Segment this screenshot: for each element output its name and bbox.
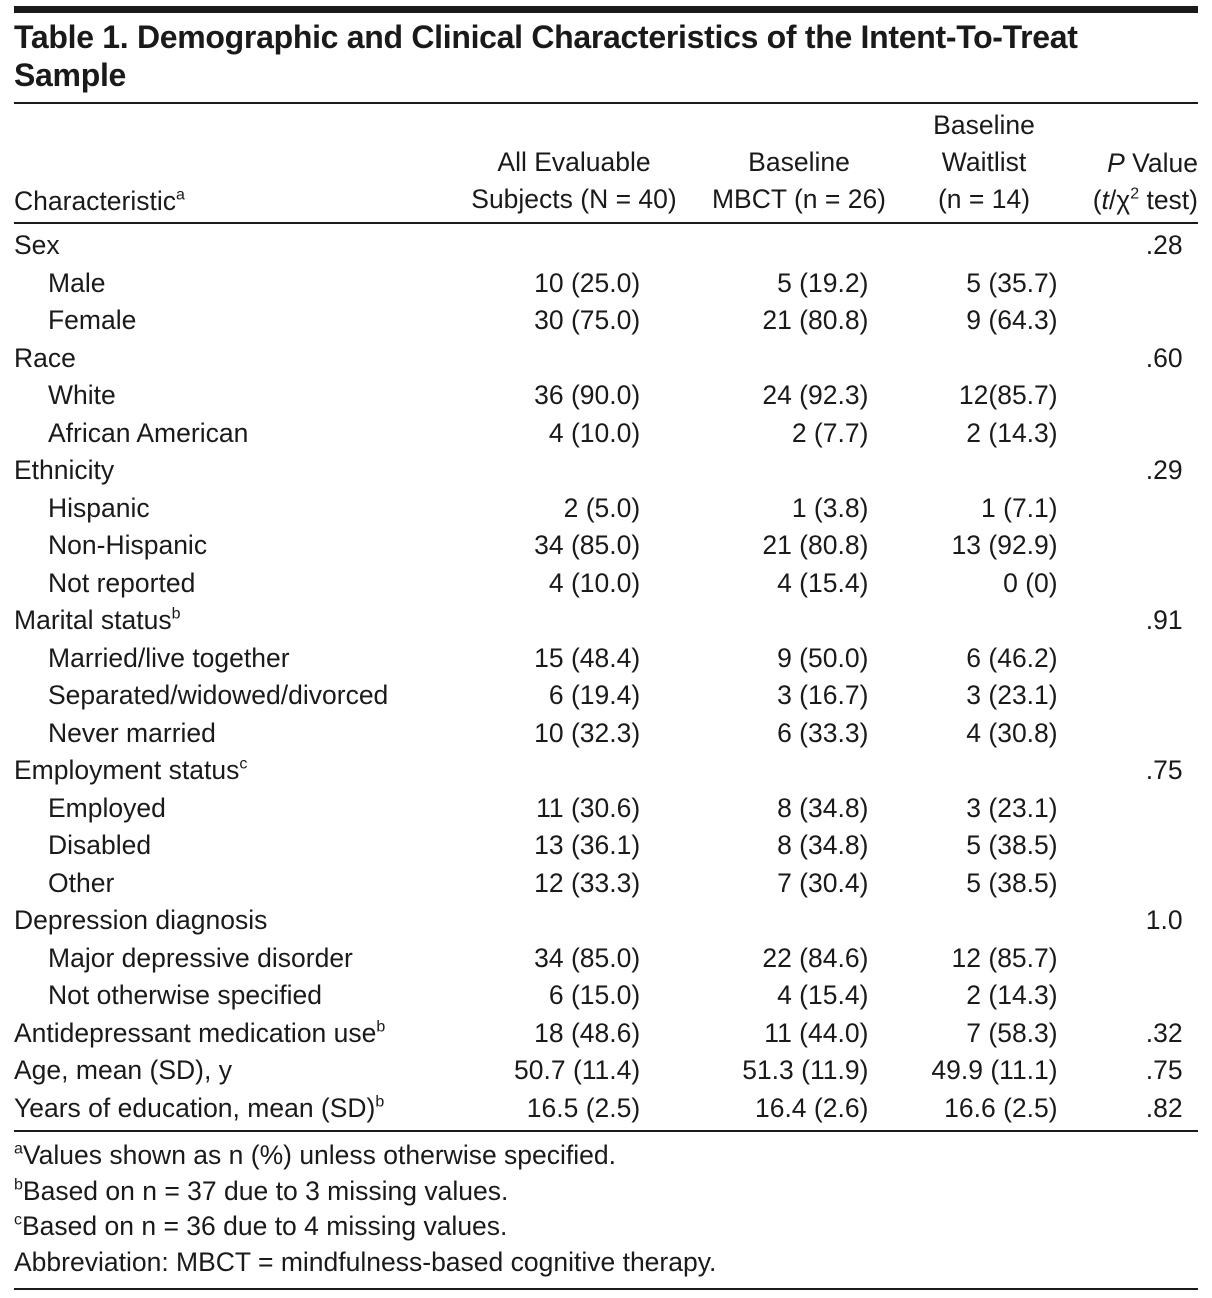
row-label-text: Not otherwise specified	[48, 980, 322, 1011]
column-gap	[1058, 790, 1133, 828]
cell-mbct: 8 (34.8)	[777, 792, 869, 823]
header-wait-line2: Waitlist	[941, 147, 1027, 177]
header-all-line1: All Evaluable	[497, 147, 651, 177]
table-row	[14, 340, 1183, 378]
row-label-text: Antidepressant medication use	[14, 1017, 377, 1048]
header-mbct-line1: Baseline	[748, 147, 850, 177]
row-label-text: Female	[48, 305, 137, 336]
cell-mbct: 11 (44.0)	[764, 1017, 869, 1048]
row-label	[14, 715, 514, 753]
cell-waitlist: 3 (23.1)	[966, 792, 1058, 823]
cell-waitlist: 3 (23.1)	[966, 680, 1058, 711]
column-gap	[1058, 340, 1133, 378]
row-label	[14, 527, 514, 565]
column-gap	[1058, 527, 1133, 565]
table-row	[14, 452, 1183, 490]
row-label-text: Not reported	[48, 567, 196, 598]
column-gap	[1058, 452, 1133, 490]
column-gap	[868, 302, 931, 340]
header-wait-line1: Baseline	[933, 110, 1035, 140]
column-gap	[1058, 602, 1133, 640]
column-gap	[640, 265, 742, 303]
column-gap	[868, 865, 931, 903]
cell-all-subjects: 12 (33.3)	[534, 867, 641, 898]
column-gap	[640, 452, 742, 490]
cell-mbct: 9 (50.0)	[777, 642, 869, 673]
top-rule	[14, 6, 1198, 13]
column-gap	[640, 602, 742, 640]
cell-waitlist	[931, 752, 1057, 790]
cell-waitlist: 16.6 (2.5)	[944, 1092, 1058, 1123]
cell-waitlist	[931, 602, 1057, 640]
row-label-text: Major depressive disorder	[48, 942, 353, 973]
column-gap	[640, 677, 742, 715]
title-divider	[14, 102, 1198, 104]
table-row	[14, 977, 1183, 1015]
table-row	[14, 902, 1183, 940]
cell-p-value	[1133, 940, 1183, 978]
cell-p-value	[1133, 415, 1183, 453]
row-label-text: African American	[48, 417, 249, 448]
header-pvalue-line1: P Value	[1107, 148, 1198, 178]
row-label-text: Non-Hispanic	[48, 530, 208, 561]
column-gap	[640, 827, 742, 865]
column-gap	[1058, 827, 1133, 865]
row-label-footnote-marker: b	[171, 605, 181, 623]
cell-mbct: 21 (80.8)	[762, 305, 869, 336]
row-label	[14, 227, 514, 265]
cell-all-subjects: 10 (32.3)	[534, 717, 641, 748]
cell-all-subjects	[514, 227, 640, 265]
cell-waitlist	[931, 227, 1057, 265]
cell-mbct: 3 (16.7)	[777, 680, 869, 711]
table-bottom-rule	[14, 1130, 1198, 1132]
column-gap	[640, 752, 742, 790]
cell-mbct: 2 (7.7)	[791, 417, 869, 448]
row-label-text: Other	[48, 867, 115, 898]
column-gap	[640, 715, 742, 753]
cell-p-value	[1133, 527, 1183, 565]
column-gap	[1058, 302, 1133, 340]
column-gap	[868, 640, 931, 678]
cell-waitlist: 6 (46.2)	[966, 642, 1058, 673]
cell-mbct: 51.3 (11.9)	[742, 1055, 869, 1086]
cell-all-subjects: 30 (75.0)	[534, 305, 641, 336]
cell-p-value	[1133, 790, 1183, 828]
column-gap	[1058, 377, 1133, 415]
column-gap	[868, 752, 931, 790]
footnote-a: $^a$Values shown as n (%) unless otherwise specified.	[14, 1140, 617, 1170]
row-label-text: Age, mean (SD), y	[14, 1055, 232, 1086]
cell-waitlist: 5 (38.5)	[966, 830, 1058, 861]
row-label	[14, 940, 514, 978]
cell-p-value	[1133, 377, 1183, 415]
cell-p-value	[1133, 265, 1183, 303]
row-label	[14, 677, 514, 715]
column-gap	[868, 977, 931, 1015]
cell-p-value	[1133, 490, 1183, 528]
row-label-text: Years of education, mean (SD)	[14, 1092, 376, 1123]
row-label	[14, 490, 514, 528]
cell-p-value: .28	[1145, 230, 1183, 261]
cell-mbct: 24 (92.3)	[762, 380, 869, 411]
table-body	[14, 227, 1183, 1127]
cell-all-subjects	[514, 340, 640, 378]
cell-p-value: .32	[1145, 1017, 1183, 1048]
column-gap	[1058, 677, 1133, 715]
footnote-b: $^b$Based on n = 37 due to 3 missing values.	[14, 1175, 509, 1206]
header-mbct-line2: MBCT (n = 26)	[711, 184, 887, 214]
column-gap	[868, 415, 931, 453]
cell-all-subjects	[514, 752, 640, 790]
row-label-footnote-marker: b	[376, 1018, 386, 1036]
column-gap	[1058, 640, 1133, 678]
cell-all-subjects: 34 (85.0)	[534, 942, 641, 973]
column-gap	[640, 490, 742, 528]
row-label	[14, 1090, 514, 1128]
column-gap	[1058, 490, 1133, 528]
column-gap	[868, 902, 931, 940]
cell-all-subjects: 4 (10.0)	[548, 567, 641, 598]
cell-p-value	[1133, 827, 1183, 865]
table-row	[14, 1015, 1183, 1053]
column-gap	[640, 340, 742, 378]
cell-p-value	[1133, 977, 1183, 1015]
cell-mbct: 4 (15.4)	[777, 980, 869, 1011]
row-label-footnote-marker: b	[375, 1093, 385, 1111]
bottom-rule	[14, 1288, 1198, 1290]
cell-all-subjects: 16.5 (2.5)	[526, 1092, 641, 1123]
column-gap	[868, 227, 931, 265]
row-label-text: Depression diagnosis	[14, 905, 268, 936]
row-label-footnote-marker: c	[239, 755, 248, 773]
column-gap	[868, 1090, 931, 1128]
cell-waitlist: 12(85.7)	[958, 380, 1058, 411]
row-label-text: Employed	[48, 792, 166, 823]
table-row	[14, 790, 1183, 828]
column-gap	[868, 452, 931, 490]
cell-mbct: 8 (34.8)	[777, 830, 869, 861]
header-wait-line3: (n = 14)	[937, 184, 1031, 214]
row-label-text: Male	[48, 267, 106, 298]
column-gap	[868, 490, 931, 528]
table-row	[14, 490, 1183, 528]
table-title: Table 1. Demographic and Clinical Characteristics of the Intent-To-Treat Sample	[14, 19, 1078, 93]
header-all-line2: Subjects (N = 40)	[471, 184, 677, 214]
row-label-text: Never married	[48, 717, 216, 748]
column-gap	[640, 790, 742, 828]
table-row	[14, 1090, 1183, 1128]
cell-waitlist: 12 (85.7)	[951, 942, 1058, 973]
cell-waitlist: 13 (92.9)	[951, 530, 1058, 561]
cell-all-subjects	[514, 902, 640, 940]
table-row	[14, 940, 1183, 978]
cell-all-subjects: 15 (48.4)	[534, 642, 641, 673]
cell-mbct: 1 (3.8)	[791, 492, 869, 523]
table-row	[14, 677, 1183, 715]
row-label	[14, 640, 514, 678]
column-gap	[1058, 902, 1133, 940]
cell-mbct: 16.4 (2.6)	[754, 1092, 869, 1123]
row-label-text: Separated/widowed/divorced	[48, 680, 389, 711]
header-divider	[14, 222, 1198, 224]
cell-p-value	[1133, 302, 1183, 340]
cell-waitlist: 1 (7.1)	[981, 492, 1058, 523]
cell-mbct	[742, 452, 868, 490]
table-row	[14, 565, 1183, 603]
column-gap	[640, 940, 742, 978]
column-gap	[868, 527, 931, 565]
row-label	[14, 790, 514, 828]
cell-p-value	[1133, 677, 1183, 715]
cell-waitlist	[931, 340, 1057, 378]
cell-mbct: 21 (80.8)	[762, 530, 869, 561]
column-gap	[868, 602, 931, 640]
row-label	[14, 452, 514, 490]
table-row	[14, 227, 1183, 265]
row-label	[14, 827, 514, 865]
cell-p-value	[1133, 715, 1183, 753]
row-label-text: Employment status	[14, 755, 240, 786]
cell-all-subjects: 4 (10.0)	[548, 417, 641, 448]
column-gap	[640, 527, 742, 565]
cell-mbct	[742, 227, 868, 265]
cell-all-subjects: 50.7 (11.4)	[514, 1055, 641, 1086]
row-label	[14, 902, 514, 940]
column-gap	[868, 827, 931, 865]
row-label-text: Disabled	[48, 830, 152, 861]
column-gap	[868, 677, 931, 715]
cell-all-subjects: 6 (15.0)	[548, 980, 641, 1011]
cell-waitlist	[931, 452, 1057, 490]
row-label	[14, 302, 514, 340]
row-label	[14, 1015, 514, 1053]
cell-mbct	[742, 902, 868, 940]
row-label	[14, 377, 514, 415]
footnotes	[14, 1138, 716, 1280]
column-gap	[868, 377, 931, 415]
column-gap	[640, 640, 742, 678]
column-gap	[1058, 1052, 1133, 1090]
row-label	[14, 865, 514, 903]
table-row	[14, 265, 1183, 303]
table-row	[14, 602, 1183, 640]
header-pvalue-line2: ($t/\chi^2$ test)	[1092, 185, 1198, 215]
cell-all-subjects: 34 (85.0)	[534, 530, 641, 561]
cell-mbct	[742, 752, 868, 790]
cell-waitlist: 4 (30.8)	[966, 717, 1058, 748]
cell-waitlist: 2 (14.3)	[966, 417, 1058, 448]
row-label-text: Marital status	[14, 605, 172, 636]
column-gap	[640, 977, 742, 1015]
table-row	[14, 640, 1183, 678]
cell-waitlist: 5 (35.7)	[966, 267, 1058, 298]
cell-waitlist: 0 (0)	[1003, 567, 1058, 598]
cell-all-subjects: 10 (25.0)	[534, 267, 641, 298]
column-gap	[640, 1090, 742, 1128]
row-label-text: White	[48, 380, 116, 411]
table-row	[14, 752, 1183, 790]
data-table	[14, 227, 1183, 1127]
footnote-c: $^c$Based on n = 36 due to 4 missing values.	[14, 1211, 508, 1241]
row-label	[14, 977, 514, 1015]
column-gap	[868, 790, 931, 828]
column-gap	[640, 1052, 742, 1090]
column-gap	[640, 227, 742, 265]
column-gap	[1058, 265, 1133, 303]
cell-mbct: 6 (33.3)	[777, 717, 869, 748]
header-characteristic: Characteristic$^a$	[14, 186, 185, 216]
cell-all-subjects: 11 (30.6)	[536, 792, 641, 823]
cell-p-value: .91	[1145, 605, 1183, 636]
column-gap	[1058, 415, 1133, 453]
row-label-text: Hispanic	[48, 492, 150, 523]
cell-all-subjects: 2 (5.0)	[563, 492, 641, 523]
row-label	[14, 565, 514, 603]
column-gap	[1058, 940, 1133, 978]
table-row	[14, 527, 1183, 565]
cell-waitlist: 2 (14.3)	[966, 980, 1058, 1011]
cell-p-value: .82	[1145, 1092, 1183, 1123]
column-gap	[640, 302, 742, 340]
row-label	[14, 265, 514, 303]
column-gap	[640, 902, 742, 940]
cell-waitlist	[931, 902, 1057, 940]
row-label	[14, 415, 514, 453]
cell-mbct: 7 (30.4)	[777, 867, 869, 898]
cell-p-value: .75	[1145, 1055, 1183, 1086]
cell-mbct	[742, 340, 868, 378]
cell-p-value	[1133, 640, 1183, 678]
column-gap	[1058, 1015, 1133, 1053]
cell-mbct: 22 (84.6)	[762, 942, 869, 973]
column-gap	[868, 715, 931, 753]
table-row	[14, 1052, 1183, 1090]
column-gap	[640, 565, 742, 603]
column-gap	[640, 415, 742, 453]
column-gap	[868, 1015, 931, 1053]
column-gap	[868, 565, 931, 603]
column-gap	[1058, 1090, 1133, 1128]
cell-mbct: 5 (19.2)	[777, 267, 869, 298]
row-label	[14, 1052, 514, 1090]
cell-all-subjects	[514, 452, 640, 490]
column-gap	[640, 1015, 742, 1053]
column-gap	[868, 1052, 931, 1090]
cell-waitlist: 7 (58.3)	[966, 1017, 1058, 1048]
table-row	[14, 827, 1183, 865]
row-label-text: Ethnicity	[14, 455, 115, 486]
column-gap	[1058, 865, 1133, 903]
cell-all-subjects: 36 (90.0)	[534, 380, 641, 411]
cell-all-subjects: 18 (48.6)	[534, 1017, 641, 1048]
cell-all-subjects: 13 (36.1)	[534, 830, 641, 861]
cell-p-value: 1.0	[1145, 905, 1183, 936]
column-gap	[640, 377, 742, 415]
footnote-abbreviation: Abbreviation: MBCT = mindfulness-based cognitive therapy.	[14, 1246, 717, 1277]
column-gap	[868, 940, 931, 978]
column-gap	[868, 265, 931, 303]
cell-mbct	[742, 602, 868, 640]
cell-p-value	[1133, 565, 1183, 603]
row-label	[14, 602, 514, 640]
cell-p-value: .60	[1145, 342, 1183, 373]
row-label-text: Sex	[14, 230, 60, 261]
table-row	[14, 415, 1183, 453]
cell-waitlist: 9 (64.3)	[966, 305, 1058, 336]
row-label	[14, 340, 514, 378]
column-gap	[1058, 227, 1133, 265]
column-gap	[640, 865, 742, 903]
row-label	[14, 752, 514, 790]
cell-p-value: .75	[1145, 755, 1183, 786]
table-row	[14, 302, 1183, 340]
cell-mbct: 4 (15.4)	[777, 567, 869, 598]
column-gap	[1058, 715, 1133, 753]
cell-p-value	[1133, 865, 1183, 903]
row-label-text: Married/live together	[48, 642, 290, 673]
cell-all-subjects: 6 (19.4)	[548, 680, 641, 711]
cell-p-value: .29	[1145, 455, 1183, 486]
column-gap	[1058, 565, 1133, 603]
table-row	[14, 377, 1183, 415]
column-gap	[1058, 977, 1133, 1015]
table-row	[14, 865, 1183, 903]
row-label-text: Race	[14, 342, 76, 373]
cell-all-subjects	[514, 602, 640, 640]
cell-waitlist: 5 (38.5)	[966, 867, 1058, 898]
column-gap	[868, 340, 931, 378]
cell-waitlist: 49.9 (11.1)	[931, 1055, 1058, 1086]
table-row	[14, 715, 1183, 753]
column-gap	[1058, 752, 1133, 790]
